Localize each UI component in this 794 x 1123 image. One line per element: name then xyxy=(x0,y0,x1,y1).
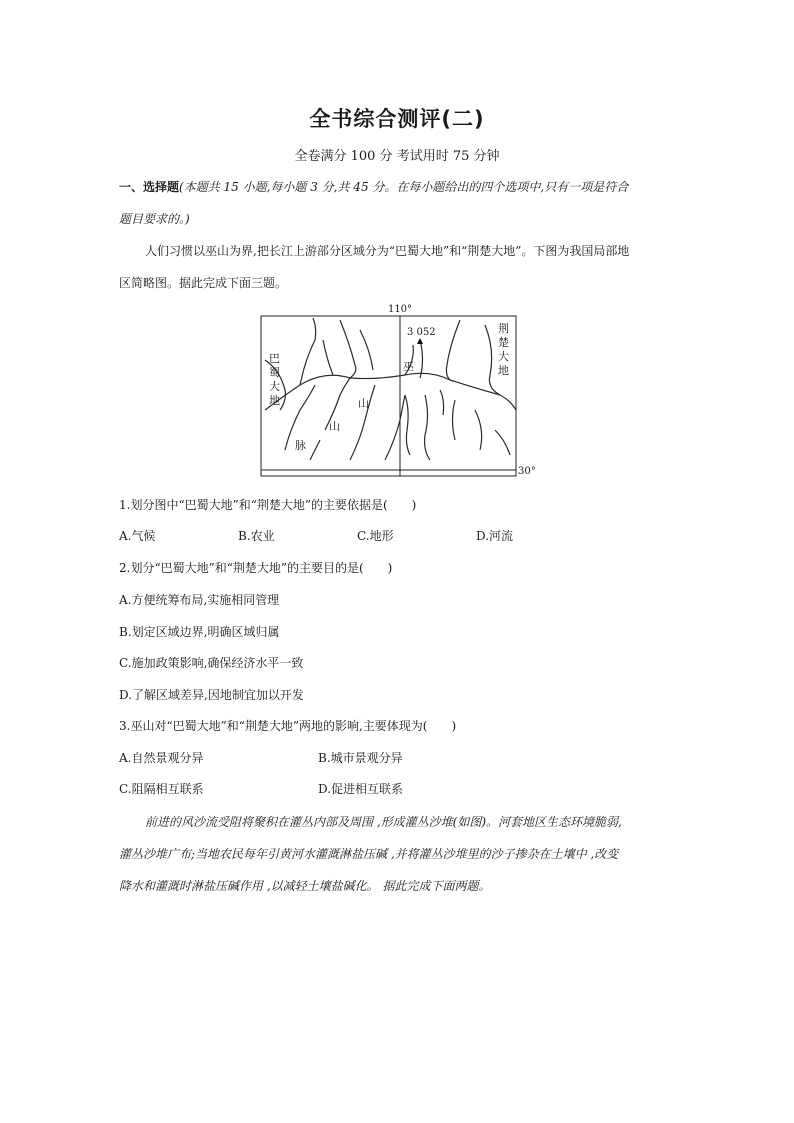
question-3-option-d[interactable]: D.促进相互联系 xyxy=(318,782,404,796)
section-note-continued: 题目要求的。) xyxy=(119,212,190,226)
question-3-option-c[interactable]: C.阻隔相互联系 xyxy=(119,782,204,796)
exam-info: 全卷满分 100 分 考试用时 75 分钟 xyxy=(294,149,500,164)
question-1-option-a[interactable]: A.气候 xyxy=(119,529,156,543)
svg-text:山: 山 xyxy=(358,397,369,410)
peak-marker-icon xyxy=(417,338,423,344)
intro-paragraph-line: 人们习惯以巫山为界,把长江上游部分区域分为“巴蜀大地”和“荆楚大地”。下图为我国局部地 xyxy=(145,244,630,258)
intro2-paragraph-line: 前进的风沙流受阻将聚积在灌丛内部及周围 ,形成灌丛沙堆(如图)。河套地区生态环境脆弱, xyxy=(145,815,622,829)
section-note: (本题共 15 小题,每小题 3 分,共 45 分。在每小题给出的四个选项中,只有一项是符合 xyxy=(179,180,629,194)
section-heading: 一、选择题 xyxy=(119,180,180,194)
svg-text:荆: 荆 xyxy=(498,322,509,335)
region-map xyxy=(255,300,545,480)
intro-paragraph-line: 区简略图。据此完成下面三题。 xyxy=(119,276,288,290)
question-3-option-a[interactable]: A.自然景观分异 xyxy=(119,751,204,765)
intro2-paragraph-line: 灌丛沙堆广布;当地农民每年引黄河水灌溉淋盐压碱 ,并将灌丛沙堆里的沙子掺杂在土壤中 ,改变 xyxy=(119,847,619,861)
left-region-label xyxy=(269,352,280,407)
question-3-stem: 3.巫山对“巴蜀大地”和“荆楚大地”两地的影响,主要体现为( ) xyxy=(119,719,457,733)
svg-text:蜀: 蜀 xyxy=(269,366,280,379)
question-1-option-d[interactable]: D.河流 xyxy=(476,529,514,543)
svg-text:地: 地 xyxy=(498,364,509,377)
region-map-svg xyxy=(255,300,545,480)
svg-text:楚: 楚 xyxy=(498,336,509,349)
svg-text:大: 大 xyxy=(498,350,509,363)
peak-elevation-label: 3 052 xyxy=(407,327,436,338)
question-1-option-c[interactable]: C.地形 xyxy=(357,529,394,543)
intro2-paragraph-line: 降水和灌溉时淋盐压碱作用 ,以减轻土壤盐碱化。 据此完成下面两题。 xyxy=(119,879,491,893)
question-1-stem: 1.划分图中“巴蜀大地”和“荆楚大地”的主要依据是( ) xyxy=(119,498,417,512)
svg-text:山: 山 xyxy=(329,420,340,433)
question-3-option-b[interactable]: B.城市景观分异 xyxy=(318,751,403,765)
svg-text:地: 地 xyxy=(269,394,280,407)
question-2-option-c[interactable]: C.施加政策影响,确保经济水平一致 xyxy=(119,656,304,670)
question-2-option-a[interactable]: A.方便统筹布局,实施相同管理 xyxy=(119,593,280,607)
latitude-label: 30° xyxy=(518,466,536,477)
question-2-option-b[interactable]: B.划定区域边界,明确区域归属 xyxy=(119,625,280,639)
svg-text:大: 大 xyxy=(269,380,280,393)
question-2-stem: 2.划分“巴蜀大地”和“荆楚大地”的主要目的是( ) xyxy=(119,561,393,575)
svg-text:巴: 巴 xyxy=(269,352,280,365)
section-heading-line xyxy=(119,179,628,195)
right-region-label xyxy=(498,321,509,377)
page-title: 全书综合测评(二) xyxy=(309,107,485,131)
svg-text:脉: 脉 xyxy=(295,439,306,452)
question-2-option-d[interactable]: D.了解区域差异,因地制宜加以开发 xyxy=(119,688,304,702)
longitude-label: 110° xyxy=(387,304,413,315)
question-1-option-b[interactable]: B.农业 xyxy=(238,529,275,543)
svg-text:巫: 巫 xyxy=(403,360,414,373)
